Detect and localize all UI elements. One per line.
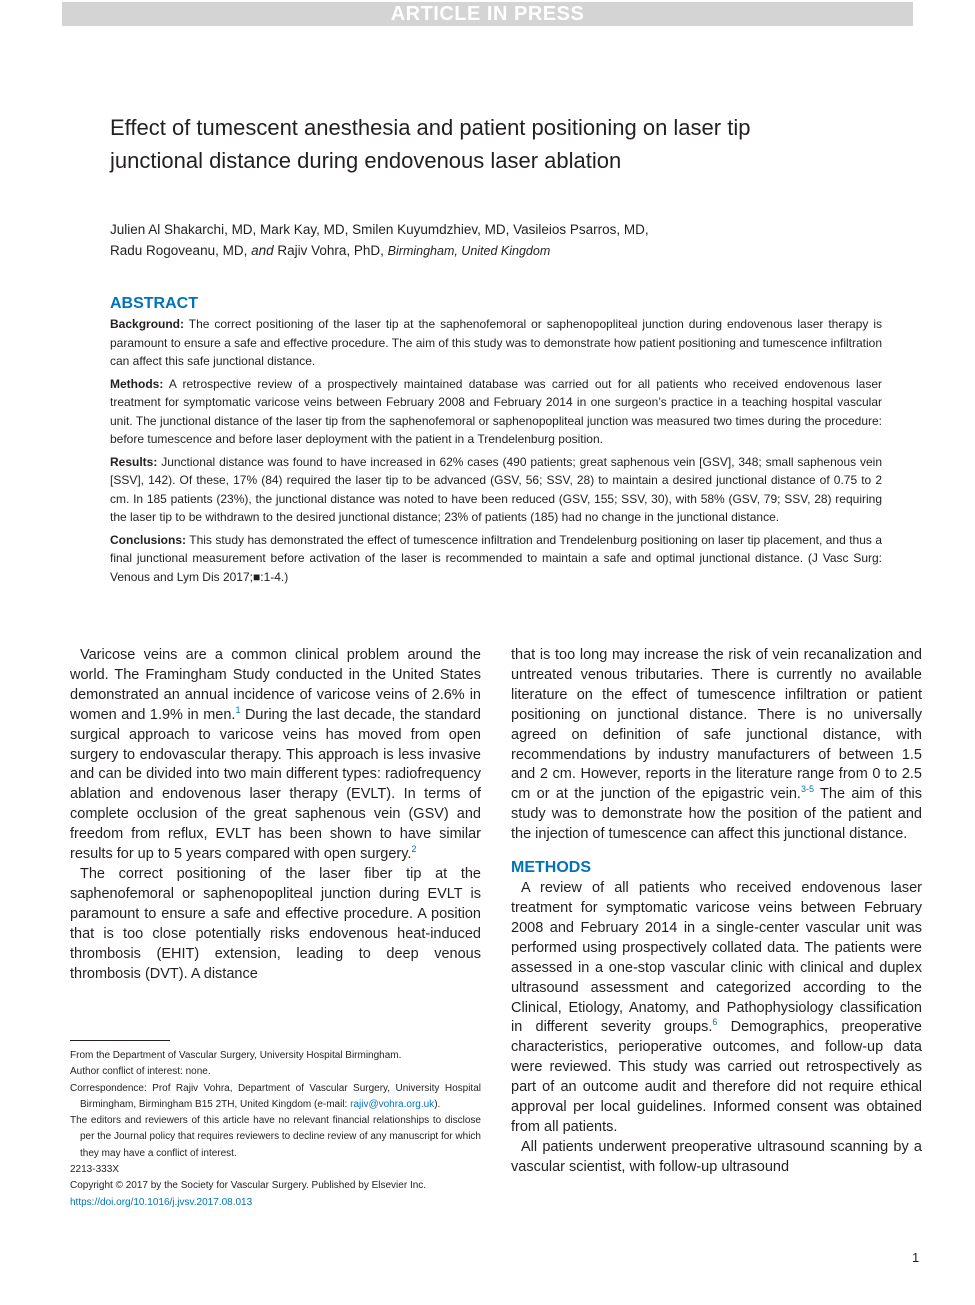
reference-link-6[interactable]: 6	[712, 1017, 718, 1028]
reference-link-1[interactable]: 1	[235, 704, 241, 715]
intro-text-1a: Varicose veins are a common clinical problem around the world. The Framingham Study conducted in the United States demonstrated an annual incidence of varicose veins of 2.6% in women and 1.9% in men.	[70, 647, 481, 723]
results-text: Junctional distance was found to have increased in 62% cases (490 patients; great saphenous vein [GSV], 348; small saphenous vein [SSV], 142). Of these, 17% (84) required the laser tip to be advanced (GSV, 56; SSV, 28) to maintain a desired junctional distance of 0.75 to 2 cm. In 185 patients (23%), the junctional distance was noted to have been reduced (GSV, 155; SSV, 30), with 58% (GSV, 79; SSV, 28) requiring the laser tip to be withdrawn to the desired junctional distance; 23% of patients (185) had no change in the junctional distance.	[110, 454, 882, 524]
page-number: 1	[912, 1250, 920, 1265]
author-location: Birmingham, United Kingdom	[387, 244, 551, 258]
author-line-1: Julien Al Shakarchi, MD, Mark Kay, MD, Smilen Kuyumdzhiev, MD, Vasileios Psarros, MD,	[110, 222, 649, 237]
methods-text-1a: A review of all patients who received endovenous laser treatment for symptomatic varicose veins between February 2008 and February 2014 in a single-center vascular unit was performed using prospectively collated data. The patients were assessed in a one-stop vascular clinic with clinical and duplex ultrasound assessment and categorized according to the Clinical, Etiology, Anatomy, and Pathophysiology classification in different severity groups.	[511, 880, 922, 1036]
reference-link-3-5[interactable]: 3-5	[800, 784, 814, 795]
background-text: The correct positioning of the laser tip at the saphenofemoral or saphenopopliteal junction during endovenous laser therapy is paramount to ensure a safe and effective procedure. The aim of this study was to demonstrate how patient positioning and tumescence infiltration can affect this safe junctional distance.	[110, 317, 883, 368]
author-and: and	[251, 243, 274, 258]
methods-text: A retrospective review of a prospectively maintained database was carried out for all patients who received endovenous laser treatment for symptomatic varicose veins between February 2008 and February 2014 in one surgeon’s practice in a teaching hospital vascular unit. The junctional distance of the laser tip from the saphenofemoral or saphenopopliteal junction was measured two times during the procedure: before tumescence and before laser deployment with the patient in a Trendelenburg position.	[110, 376, 882, 446]
footnote-copyright: Copyright © 2017 by the Society for Vascular Surgery. Published by Elsevier Inc.	[70, 1180, 427, 1192]
abstract-conclusions	[110, 531, 882, 587]
abstract-background	[110, 315, 882, 371]
reference-link-2[interactable]: 2	[411, 844, 417, 855]
footnote-divider	[70, 1040, 170, 1041]
abstract	[110, 294, 882, 590]
intro-paragraph-1	[70, 646, 481, 865]
intro-paragraph-2: The correct positioning of the laser fiber tip at the saphenofemoral or saphenopopliteal junction during EVLT is paramount to ensure a safe and effective procedure. A position that is too close potentially risks endovenous heat-induced thrombosis (EHIT) extension, leading to deep venous thrombosis (DVT). A distance	[70, 865, 481, 982]
correspondence-text: Correspondence: Prof Rajiv Vohra, Department of Vascular Surgery, University Hospital Birmingham, Birmingham B15 2TH, United Kingdom (e-mail:	[70, 1082, 481, 1110]
footnote-editors: The editors and reviewers of this article have no relevant financial relationships to disclose per the Journal policy that requires reviewers to decline review of any manuscript for which they may have a conflict of interest.	[70, 1115, 481, 1159]
methods-paragraph-2: All patients underwent preoperative ultrasound scanning by a vascular scientist, with follow-up ultrasound	[511, 1138, 922, 1175]
methods-heading: METHODS	[511, 859, 591, 877]
footnote-issn: 2213-333X	[70, 1164, 119, 1176]
methods-label: Methods:	[110, 376, 164, 391]
email-link[interactable]: rajiv@vohra.org.uk	[350, 1098, 435, 1110]
footnote-correspondence	[70, 1081, 481, 1114]
body-left-column	[70, 646, 481, 984]
intro-text-3a: that is too long may increase the risk of vein recanalization and untreated venous tributaries. There is currently no available literature on the effect of tumescence infiltration or patient positioning on junctional distance. There is no universally agreed on definition of safe junctional distance, with recommendations by industry manufacturers of between 1.5 and 2 cm. However, reports in the literature range from 0 to 2.5 cm or at the junction of the epigastric vein.	[511, 647, 922, 803]
author-names: Radu Rogoveanu, MD,	[110, 243, 252, 258]
article-title: Effect of tumescent anesthesia and patient positioning on laser tip junctional distance during endovenous laser ablation	[110, 115, 751, 173]
author-last: Rajiv Vohra, PhD,	[273, 243, 388, 258]
conclusions-text: This study has demonstrated the effect of tumescence infiltration and Trendelenburg positioning on laser tip placement, and thus a final junctional measurement before activation of the laser is recommended to maintain a safe and optimal junctional distance. (J Vasc Surg: Venous and Lym Dis 2017;■:1-4.)	[110, 532, 882, 584]
intro-paragraph-3	[511, 646, 922, 845]
footnote-conflict: Author conflict of interest: none.	[70, 1066, 211, 1078]
abstract-methods	[110, 375, 882, 449]
intro-text-3b: The aim of this study was to demonstrate how the position of the patient and the injection of tumescence can affect this junctional distance.	[511, 786, 922, 843]
methods-paragraph-1	[511, 879, 922, 1138]
footnotes	[70, 1048, 481, 1211]
methods-text-1b: Demographics, preoperative characteristics, perioperative outcomes, and follow-up data were reviewed. This study was carried out retrospectively as part of an outcome audit and therefore did not require ethical approval per local guidelines. Informed consent was obtained from all patients.	[511, 1019, 922, 1135]
abstract-heading: ABSTRACT	[110, 295, 198, 312]
author-line-2	[110, 240, 810, 262]
background-label: Background:	[110, 317, 185, 331]
results-label: Results:	[110, 454, 158, 469]
body-right-column	[511, 646, 922, 1178]
intro-text-1b: During the last decade, the standard surgical approach to varicose veins has moved from open surgery to endovascular therapy. This approach is less invasive and can be divided into two main different types: radiofrequency ablation and endovenous laser therapy (EVLT). In terms of complete occlusion of the great saphenous vein (GSV) and freedom from reflux, EVLT has been shown to have similar results for up to 5 years compared with open surgery.	[70, 706, 481, 863]
correspondence-end: ).	[434, 1098, 441, 1110]
article-in-press-banner: ARTICLE IN PRESS	[62, 2, 913, 26]
doi-link[interactable]: https://doi.org/10.1016/j.jvsv.2017.08.013	[70, 1196, 253, 1208]
author-list	[110, 219, 810, 262]
abstract-results	[110, 453, 882, 527]
footnote-department: From the Department of Vascular Surgery, University Hospital Birmingham.	[70, 1050, 402, 1061]
conclusions-label: Conclusions:	[110, 532, 187, 547]
